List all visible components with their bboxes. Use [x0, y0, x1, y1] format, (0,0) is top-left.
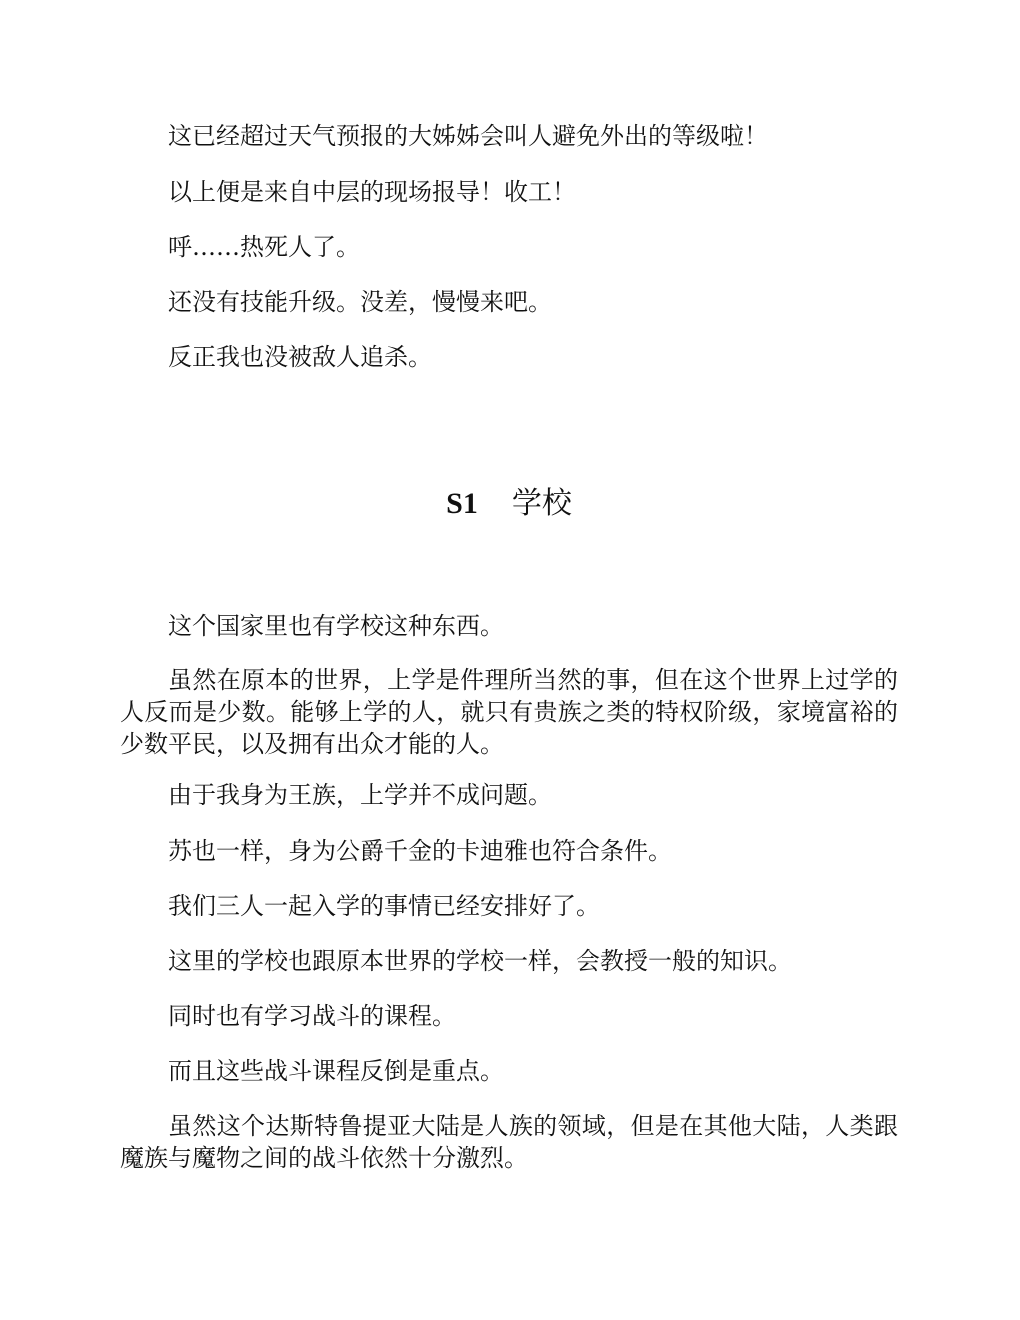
paragraph: 我们三人一起入学的事情已经安排好了。 [168, 892, 600, 920]
document-page [120, 0, 898, 1320]
chapter-number: S1 [446, 487, 478, 520]
paragraph: 这已经超过天气预报的大姊姊会叫人避免外出的等级啦！ [168, 122, 768, 150]
paragraph: 以上便是来自中层的现场报导！收工！ [168, 178, 576, 206]
paragraph: 而且这些战斗课程反倒是重点。 [168, 1057, 504, 1085]
chapter-heading [120, 486, 898, 522]
paragraph: 由于我身为王族，上学并不成问题。 [168, 781, 552, 809]
paragraph: 同时也有学习战斗的课程。 [168, 1002, 456, 1030]
paragraph: 虽然在原本的世界，上学是件理所当然的事，但在这个世界上过学的人反而是少数。能够上学的人，就只有贵族之类的特权阶级，家境富裕的少数平民，以及拥有出众才能的人。 [120, 666, 898, 758]
paragraph: 虽然这个达斯特鲁提亚大陆是人族的领域，但是在其他大陆，人类跟魔族与魔物之间的战斗依然十分激烈。 [120, 1112, 898, 1172]
paragraph: 苏也一样，身为公爵千金的卡迪雅也符合条件。 [168, 837, 672, 865]
paragraph: 还没有技能升级。没差，慢慢来吧。 [168, 288, 552, 316]
paragraph: 呼……热死人了。 [168, 233, 360, 261]
paragraph: 反正我也没被敌人追杀。 [168, 343, 432, 371]
chapter-title: 学校 [511, 486, 572, 521]
paragraph: 这个国家里也有学校这种东西。 [168, 612, 504, 640]
paragraph: 这里的学校也跟原本世界的学校一样，会教授一般的知识。 [168, 947, 792, 975]
